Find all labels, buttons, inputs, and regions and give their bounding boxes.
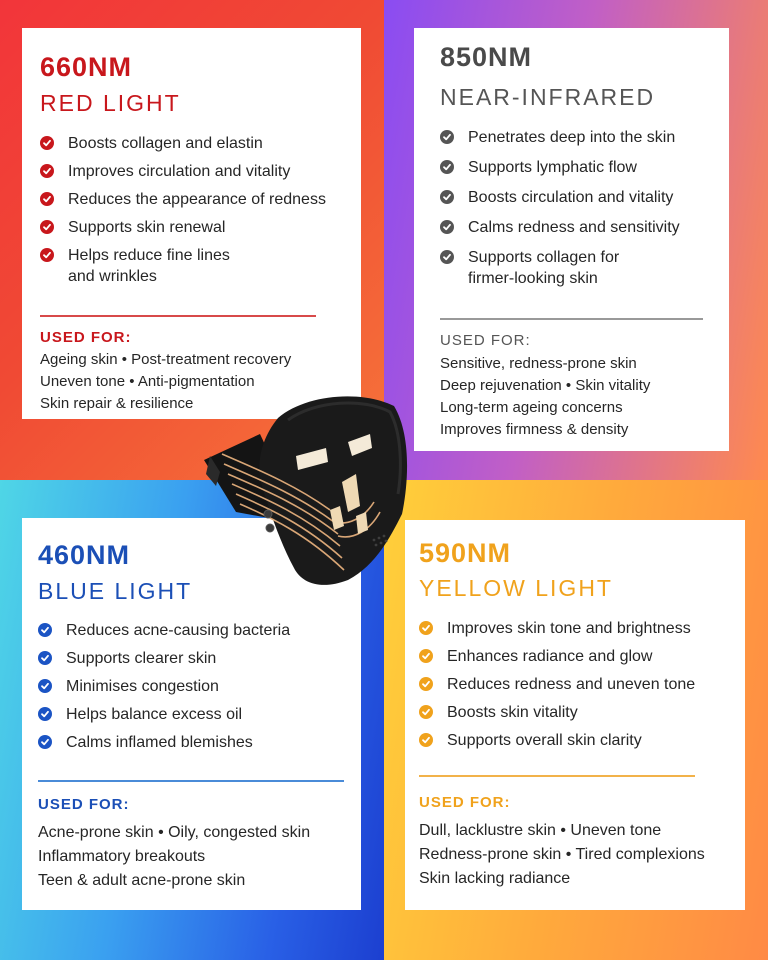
benefit-item	[440, 127, 730, 148]
used-for-item: Acne-prone skin • Oily, congested skin	[38, 824, 311, 841]
wavelength-heading: 590NM	[419, 538, 512, 568]
checkmark-icon	[40, 192, 54, 206]
used-for-label: USED FOR:	[40, 329, 132, 346]
used-for-item: Ageing skin • Post-treatment recovery	[40, 351, 292, 368]
used-for-item: Skin repair & resilience	[40, 395, 194, 412]
checkmark-icon	[419, 649, 433, 663]
checkmark-icon	[440, 250, 454, 264]
used-for-label: USED FOR:	[38, 796, 130, 813]
used-for-item: Inflammatory breakouts	[38, 848, 206, 865]
used-for-item: Dull, lacklustre skin • Uneven tone	[419, 822, 662, 839]
benefit-text: Reduces redness and uneven tone	[447, 676, 696, 693]
benefit-text: and wrinkles	[68, 268, 157, 285]
checkmark-icon	[419, 705, 433, 719]
benefit-item	[419, 702, 745, 723]
benefit-text: Penetrates deep into the skin	[468, 129, 676, 146]
benefit-item	[40, 245, 360, 287]
red-light-card	[22, 28, 361, 419]
yellow-light-card	[405, 520, 745, 910]
benefit-item	[419, 618, 745, 639]
benefit-text: Reduces the appearance of redness	[68, 191, 326, 208]
checkmark-icon	[419, 733, 433, 747]
used-for-item: Skin lacking radiance	[419, 870, 571, 887]
checkmark-icon	[38, 679, 52, 693]
benefit-text: Calms inflamed blemishes	[66, 734, 253, 751]
benefit-item	[419, 674, 745, 695]
benefit-item	[38, 676, 358, 697]
near-infrared-card	[414, 28, 729, 451]
used-for-list	[440, 353, 650, 441]
benefit-item	[40, 133, 360, 154]
benefit-item	[40, 189, 360, 210]
benefit-text: Supports collagen for	[468, 249, 620, 266]
used-for-item: Redness-prone skin • Tired complexions	[419, 846, 705, 863]
benefit-item	[38, 648, 358, 669]
checkmark-icon	[40, 136, 54, 150]
benefits-list	[40, 133, 360, 294]
wavelength-heading: 660NM	[40, 52, 133, 82]
benefit-item	[440, 217, 730, 238]
benefit-item	[440, 187, 730, 208]
light-type-heading: RED LIGHT	[40, 90, 181, 116]
checkmark-icon	[440, 130, 454, 144]
benefit-item	[419, 646, 745, 667]
used-for-item: Deep rejuvenation • Skin vitality	[440, 377, 651, 394]
benefit-text: Helps reduce fine lines	[68, 247, 230, 264]
benefit-text: Reduces acne-causing bacteria	[66, 622, 291, 639]
benefit-text: Boosts collagen and elastin	[68, 135, 263, 152]
benefit-item	[40, 161, 360, 182]
benefit-text: Boosts circulation and vitality	[468, 189, 674, 206]
used-for-label: USED FOR:	[440, 332, 531, 349]
used-for-item: Long-term ageing concerns	[440, 399, 623, 416]
benefit-text: Supports overall skin clarity	[447, 732, 642, 749]
used-for-list	[419, 819, 705, 891]
benefit-item	[440, 157, 730, 178]
checkmark-icon	[38, 623, 52, 637]
benefit-item	[38, 732, 358, 753]
checkmark-icon	[419, 677, 433, 691]
benefits-list	[440, 127, 730, 298]
light-type-heading: YELLOW LIGHT	[419, 575, 613, 601]
checkmark-icon	[38, 707, 52, 721]
benefit-text: Improves circulation and vitality	[68, 163, 291, 180]
benefit-text: Supports lymphatic flow	[468, 159, 637, 176]
checkmark-icon	[38, 735, 52, 749]
used-for-label: USED FOR:	[419, 794, 511, 811]
wavelength-heading: 850NM	[440, 42, 533, 72]
divider	[419, 775, 695, 777]
checkmark-icon	[440, 160, 454, 174]
benefit-text: firmer-looking skin	[468, 270, 598, 287]
light-type-heading: BLUE LIGHT	[38, 578, 193, 604]
benefit-item	[38, 620, 358, 641]
benefit-item	[40, 217, 360, 238]
benefit-text: Minimises congestion	[66, 678, 219, 695]
divider	[440, 318, 703, 320]
light-type-heading: NEAR-INFRARED	[440, 84, 656, 110]
benefit-text: Supports clearer skin	[66, 650, 217, 667]
used-for-item: Improves firmness & density	[440, 421, 629, 438]
checkmark-icon	[40, 164, 54, 178]
checkmark-icon	[38, 651, 52, 665]
checkmark-icon	[440, 190, 454, 204]
benefits-list	[38, 620, 358, 760]
checkmark-icon	[40, 248, 54, 262]
benefit-item	[419, 730, 745, 751]
used-for-list	[38, 821, 310, 893]
benefits-list	[419, 618, 745, 758]
benefit-text: Calms redness and sensitivity	[468, 219, 680, 236]
checkmark-icon	[40, 220, 54, 234]
benefit-text: Helps balance excess oil	[66, 706, 243, 723]
benefit-item	[440, 247, 730, 289]
checkmark-icon	[419, 621, 433, 635]
benefit-text: Improves skin tone and brightness	[447, 620, 691, 637]
divider	[38, 780, 344, 782]
used-for-item: Teen & adult acne-prone skin	[38, 872, 246, 889]
wavelength-heading: 460NM	[38, 540, 131, 570]
used-for-item: Uneven tone • Anti-pigmentation	[40, 373, 255, 390]
used-for-item: Sensitive, redness-prone skin	[440, 355, 637, 372]
divider	[40, 315, 316, 317]
checkmark-icon	[440, 220, 454, 234]
benefit-text: Boosts skin vitality	[447, 704, 578, 721]
benefit-item	[38, 704, 358, 725]
benefit-text: Supports skin renewal	[68, 219, 226, 236]
led-face-mask-icon	[198, 390, 420, 590]
benefit-text: Enhances radiance and glow	[447, 648, 653, 665]
